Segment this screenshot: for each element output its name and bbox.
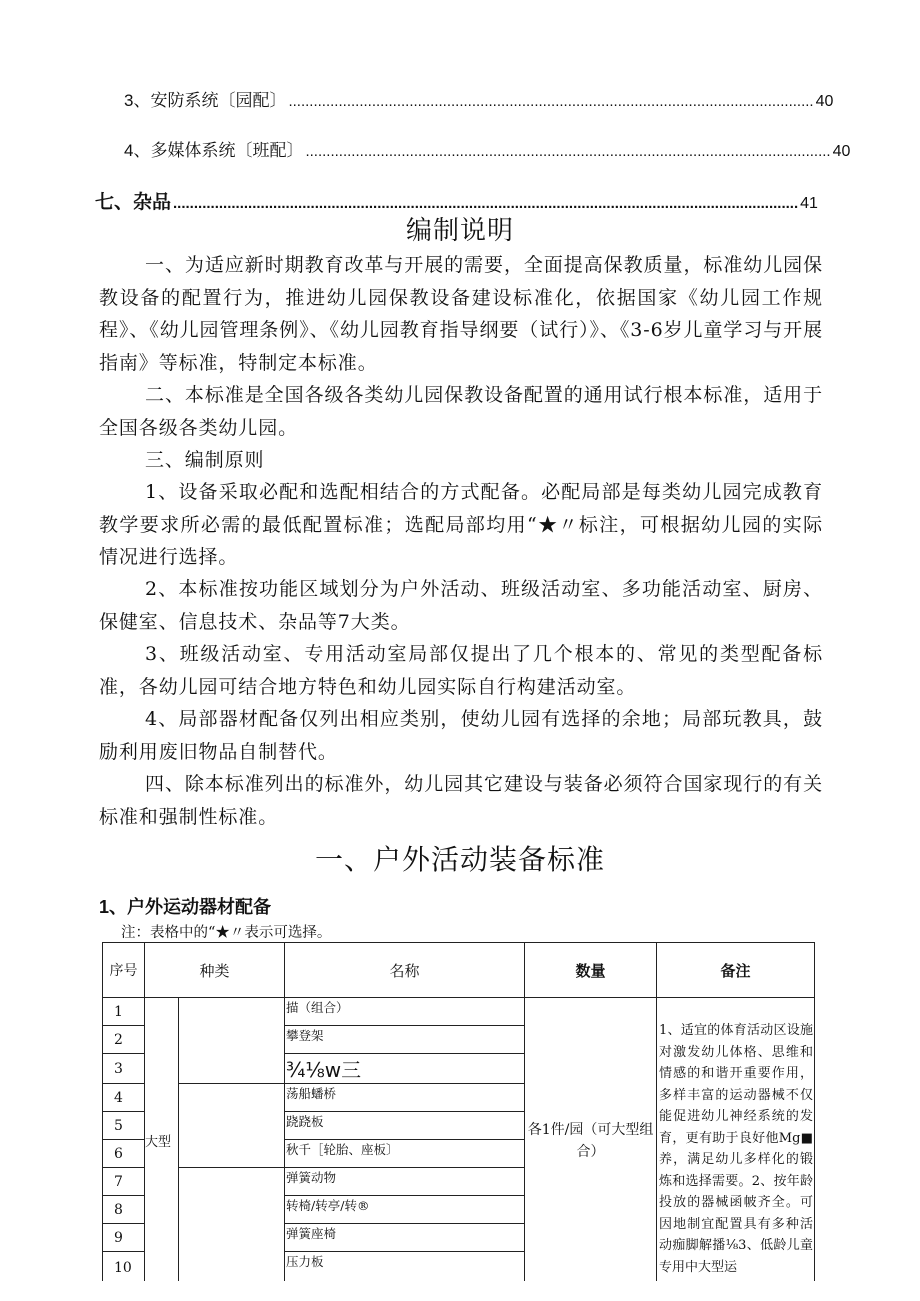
- header-quantity: 数量: [525, 943, 657, 998]
- section-title: 一、户外活动装备标准: [314, 843, 605, 876]
- row-index: 5: [103, 1112, 145, 1140]
- toc-leader-dots: ..............................................................................................................................: [288, 93, 814, 110]
- preface-title: 编制说明: [405, 216, 514, 246]
- row-index: 9: [103, 1224, 145, 1252]
- row-name: 攀登架: [285, 1026, 525, 1054]
- preface-paragraph: 三、编制原则: [145, 449, 265, 471]
- remark-cell: 1、适宜的体育活动区设施对激发幼儿体格、思维和情感的和谐开重要作用，多样丰富的运动器械不仅能促进幼儿神经系统的发育，更有助于良好他Mg■养，满足幼儿多样化的锻炼和选择需要。2、按年龄投放的器械函帔齐全。可因地制宜配置具有多种活动痂脚解播⅛3、低龄儿童专用中大型运: [657, 998, 815, 1284]
- preface-paragraph: 1、设备采取必配和选配相结合的方式配备。必配局部是每类幼儿园完成教育教学要求所必需的最低配置标准；选配局部均用“★〃标注，可根据幼儿园的实际情况进行选择。: [99, 481, 823, 568]
- toc-label: 3、安防系统〔园配〕: [124, 91, 287, 110]
- subcategory-cell: [179, 998, 285, 1084]
- preface-paragraph: 一、为适应新时期教育改革与开展的需要，全面提高保教质量，标准幼儿园保教设备的配置行为，推进幼儿园保教设备建设标准化，依据国家《幼儿园工作规程》、《幼儿园管理条例》、《幼儿园教育指导纲要（试行）》、《3-6岁儿童学习与开展指南》等标准，特制定本标准。: [99, 254, 823, 374]
- row-index: 6: [103, 1140, 145, 1168]
- header-type: 种类: [145, 943, 285, 998]
- table-note: 注：表格中的“★〃表示可选择。: [121, 925, 332, 941]
- toc-leader-dots: ..............................................................................................................................: [305, 143, 831, 160]
- row-index: 7: [103, 1168, 145, 1196]
- row-index: 2: [103, 1026, 145, 1054]
- header-index: 序号: [103, 943, 145, 998]
- preface-paragraph: 3、班级活动室、专用活动室局部仅提出了几个根本的、常见的类型配备标准，各幼儿园可结合地方特色和幼儿园实际自行构建活动室。: [99, 643, 823, 698]
- page-cut-edge: [0, 1281, 920, 1301]
- row-name: 跷跷板: [285, 1112, 525, 1140]
- toc-entry[interactable]: [124, 136, 851, 161]
- quantity-cell: 各1件/园（可大型组合）: [525, 998, 657, 1284]
- row-index: 8: [103, 1196, 145, 1224]
- section-subtitle: 1、户外运动器材配备: [99, 897, 272, 917]
- row-index: 10: [103, 1252, 145, 1284]
- toc-leader-dots: ......................................................................................................................................................: [173, 195, 799, 212]
- row-name: 转椅/转亭/转®: [285, 1196, 525, 1224]
- row-name: 秋千［轮胎、座板〕: [285, 1140, 525, 1168]
- category-cell: 大型: [145, 998, 179, 1284]
- row-index: 1: [103, 998, 145, 1026]
- table-header-row: [103, 943, 815, 998]
- subcategory-cell: [179, 1168, 285, 1284]
- toc-page-number: 40: [832, 143, 851, 160]
- row-index: 4: [103, 1084, 145, 1112]
- row-name: ¾⅛w三: [285, 1054, 525, 1084]
- toc-label: 4、多媒体系统〔班配〕: [124, 141, 304, 160]
- preface-paragraph: 4、局部器材配备仅列出相应类别，使幼儿园有选择的余地；局部玩教具，鼓励利用废旧物品自制替代。: [99, 708, 823, 763]
- row-name: 弹簧动物: [285, 1168, 525, 1196]
- row-name: 弹簧座椅: [285, 1224, 525, 1252]
- row-name: 荡船蟠桥: [285, 1084, 525, 1112]
- row-name: 压力板: [285, 1252, 525, 1284]
- toc-page-number: 40: [815, 93, 834, 110]
- subcategory-cell: [179, 1084, 285, 1168]
- row-name: 描（组合）: [285, 998, 525, 1026]
- header-name: 名称: [285, 943, 525, 998]
- header-remark: 备注: [657, 943, 815, 998]
- preface-paragraph: 四、除本标准列出的标准外，幼儿园其它建设与装备必须符合国家现行的有关标准和强制性标准。: [99, 773, 823, 828]
- preface-paragraph: 二、本标准是全国各级各类幼儿园保教设备配置的通用试行根本标准，适用于全国各级各类幼儿园。: [99, 384, 823, 439]
- toc-entry[interactable]: [124, 86, 834, 111]
- toc-page-number: 41: [800, 195, 818, 212]
- row-index: 3: [103, 1054, 145, 1084]
- preface-paragraph: 2、本标准按功能区域划分为户外活动、班级活动室、多功能活动室、厨房、保健室、信息技术、杂品等7大类。: [99, 578, 823, 633]
- equipment-table: [102, 942, 815, 1284]
- toc-label: 七、杂品: [95, 192, 172, 213]
- table-row: [103, 998, 815, 1026]
